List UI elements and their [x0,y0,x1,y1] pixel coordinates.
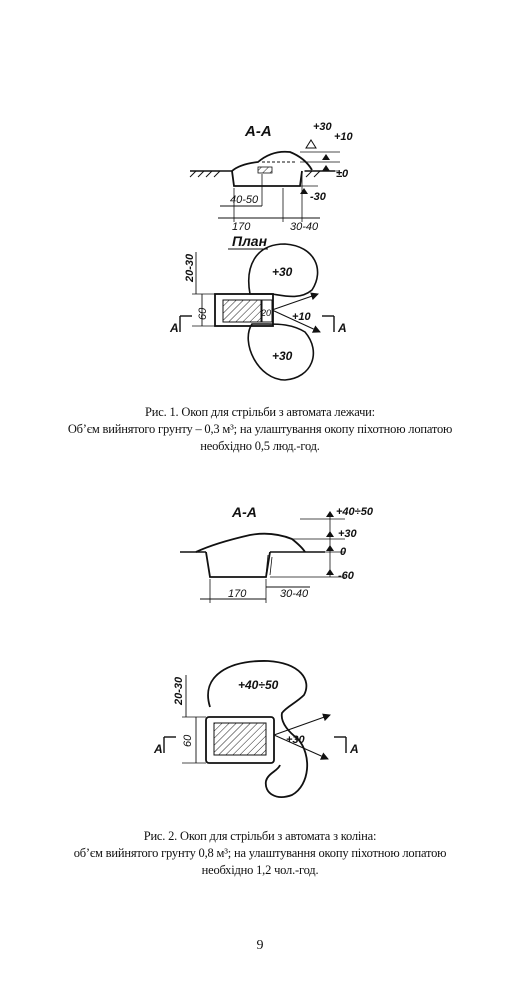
label-plus30: +30 [313,121,332,133]
label2-170: 170 [228,588,247,600]
figure2-section-drawing [0,495,520,620]
figure2-plan-svg [0,655,520,810]
trench-bottom-hatched [223,300,261,322]
fig1-plan-title: План [232,233,268,249]
label2-60: 60 [182,734,194,747]
figure2-caption-line3: необхідно 1,2 чол.-год. [201,863,319,877]
elbow-rest [258,167,272,173]
label2-plus30: +30 [338,528,357,540]
figure2-section-svg [0,495,520,620]
page-number: 9 [256,938,264,953]
label-3040: 30-40 [290,221,319,233]
label2-2030: 20-30 [173,676,185,705]
fig2-section-title: А-А [232,504,257,520]
figure1-caption-line1: Рис. 1. Окоп для стрільби з автомата лежачи: [145,405,375,419]
figure2-plan-drawing [0,655,520,810]
level-mark-m30 [300,188,308,194]
parapet2-outline [196,534,305,552]
label-zero: ±0 [336,168,349,180]
figure1-caption [30,404,490,455]
figure2-caption-line1: Рис. 2. Окоп для стрільби з автомата з коліна: [143,829,377,843]
level-mark-30 [306,140,316,148]
figure1-plan-svg [0,232,520,387]
level-mark-0 [322,165,330,171]
level2-mark-4050 [326,511,334,517]
figure1-section-drawing [0,110,520,235]
figure1-caption-line3: необхідно 0,5 люд.-год. [200,439,320,453]
label-minus30: -30 [310,191,326,203]
trench2-outline [206,552,270,577]
fig1-section-title: А-А [245,123,272,140]
label2-plan-plus30: +30 [286,734,305,746]
label2-minus60: -60 [338,570,354,582]
level-mark-10 [322,154,330,160]
section-letter-left: А [170,321,179,335]
label2-zero: 0 [340,546,347,558]
label-20: 20 [261,308,272,318]
figure2-caption-line2: об’єм вийнятого грунту 0,8 м³; на улаштування окопу піхотною лопатою [73,846,447,860]
figure2-caption [30,828,490,879]
trench2-plan-bottom [214,723,266,755]
label2-plan-4050: +40÷50 [238,678,279,692]
label-170: 170 [232,221,251,233]
figure1-section-svg [0,110,520,235]
label-60: 60 [197,307,209,320]
label-plus10: +10 [334,131,353,143]
label-top-plus30: +30 [272,265,293,279]
section2-letter-right: А [350,742,359,756]
label-bottom-plus30: +30 [272,349,293,363]
label2-4050: +40÷50 [336,506,373,518]
label-2030: 20-30 [184,253,196,282]
figure1-plan-drawing [0,232,520,387]
section2-letter-left: А [154,742,163,756]
figure1-caption-line2: Об’єм вийнятого грунту – 0,3 м³; на улаштування окопу піхотною лопатою [67,422,453,436]
section-letter-right: А [338,321,347,335]
label-plus10: +10 [292,311,311,323]
label-4050: 40-50 [230,194,259,206]
label2-3040: 30-40 [280,588,309,600]
